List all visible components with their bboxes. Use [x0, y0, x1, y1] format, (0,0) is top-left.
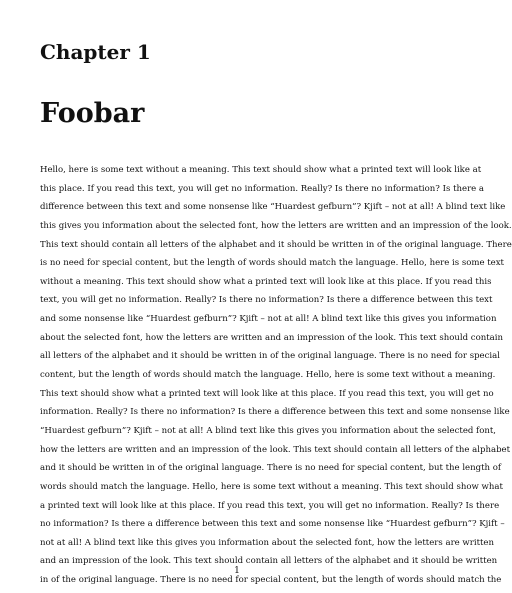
text-line: difference between this text and some nonsense like “Huardest gefburn”? Kjift – not at all! A blind text like — [40, 202, 506, 213]
text-line: content, but the length of words should match the language. Hello, here is some text without a meaning. — [40, 370, 496, 381]
text-line: text, you will get no information. Really? Is there no information? Is there a difference between this text — [40, 295, 493, 306]
text-line: is no need for special content, but the length of words should match the language. Hello, here is some text — [40, 258, 504, 269]
text-line: not at all! A blind text like this gives you information about the selected font, how the letters are written — [40, 537, 494, 548]
text-line: and an impression of the look. This text should contain all letters of the alphabet and it should be written — [40, 556, 498, 567]
text-line: in of the original language. There is no need for special content, but the length of words should match the — [40, 575, 502, 586]
text-line: all letters of the alphabet and it should be written in of the original language. There is no need for special — [40, 351, 500, 362]
text-line: this gives you information about the selected font, how the letters are written and an impression of the look. — [40, 220, 512, 231]
text-line: words should match the language. Hello, here is some text without a meaning. This text should show what — [40, 481, 503, 492]
text-line: and it should be written in of the original language. There is no need for special content, but the length of — [40, 463, 502, 474]
text-line: information. Really? Is there no information? Is there a difference between this text and some nonsense like — [40, 407, 510, 418]
text-line: how the letters are written and an impression of the look. This text should contain all letters of the alphabet — [40, 444, 511, 455]
text-line: This text should show what a printed text will look like at this place. If you read this text, you will get no — [40, 388, 494, 399]
chapter-title: Foobar — [40, 98, 145, 129]
text-line: This text should contain all letters of the alphabet and it should be written in of the original language. There — [40, 239, 512, 250]
text-line: and some nonsense like “Huardest gefburn”? Kjift – not at all! A blind text like this gives you information — [40, 314, 497, 325]
chapter-label: Chapter 1 — [40, 40, 151, 64]
text-line: no information? Is there a difference between this text and some nonsense like “Huardest gefburn”? Kjift – — [40, 519, 505, 530]
text-line: this place. If you read this text, you will get no information. Really? Is there no information? Is there a — [40, 183, 485, 194]
text-line: without a meaning. This text should show what a printed text will look like at this place. If you read this — [40, 276, 492, 287]
page-number: 1 — [234, 566, 240, 576]
body-paragraph — [40, 161, 512, 586]
text-line: Hello, here is some text without a meaning. This text should show what a printed text will look like at — [40, 165, 482, 175]
text-line: “Huardest gefburn”? Kjift – not at all! A blind text like this gives you information about the selected font, — [40, 425, 497, 436]
text-line: a printed text will look like at this place. If you read this text, you will get no information. Really? Is there — [40, 500, 500, 511]
text-line: about the selected font, how the letters are written and an impression of the look. This text should contain — [40, 332, 503, 343]
